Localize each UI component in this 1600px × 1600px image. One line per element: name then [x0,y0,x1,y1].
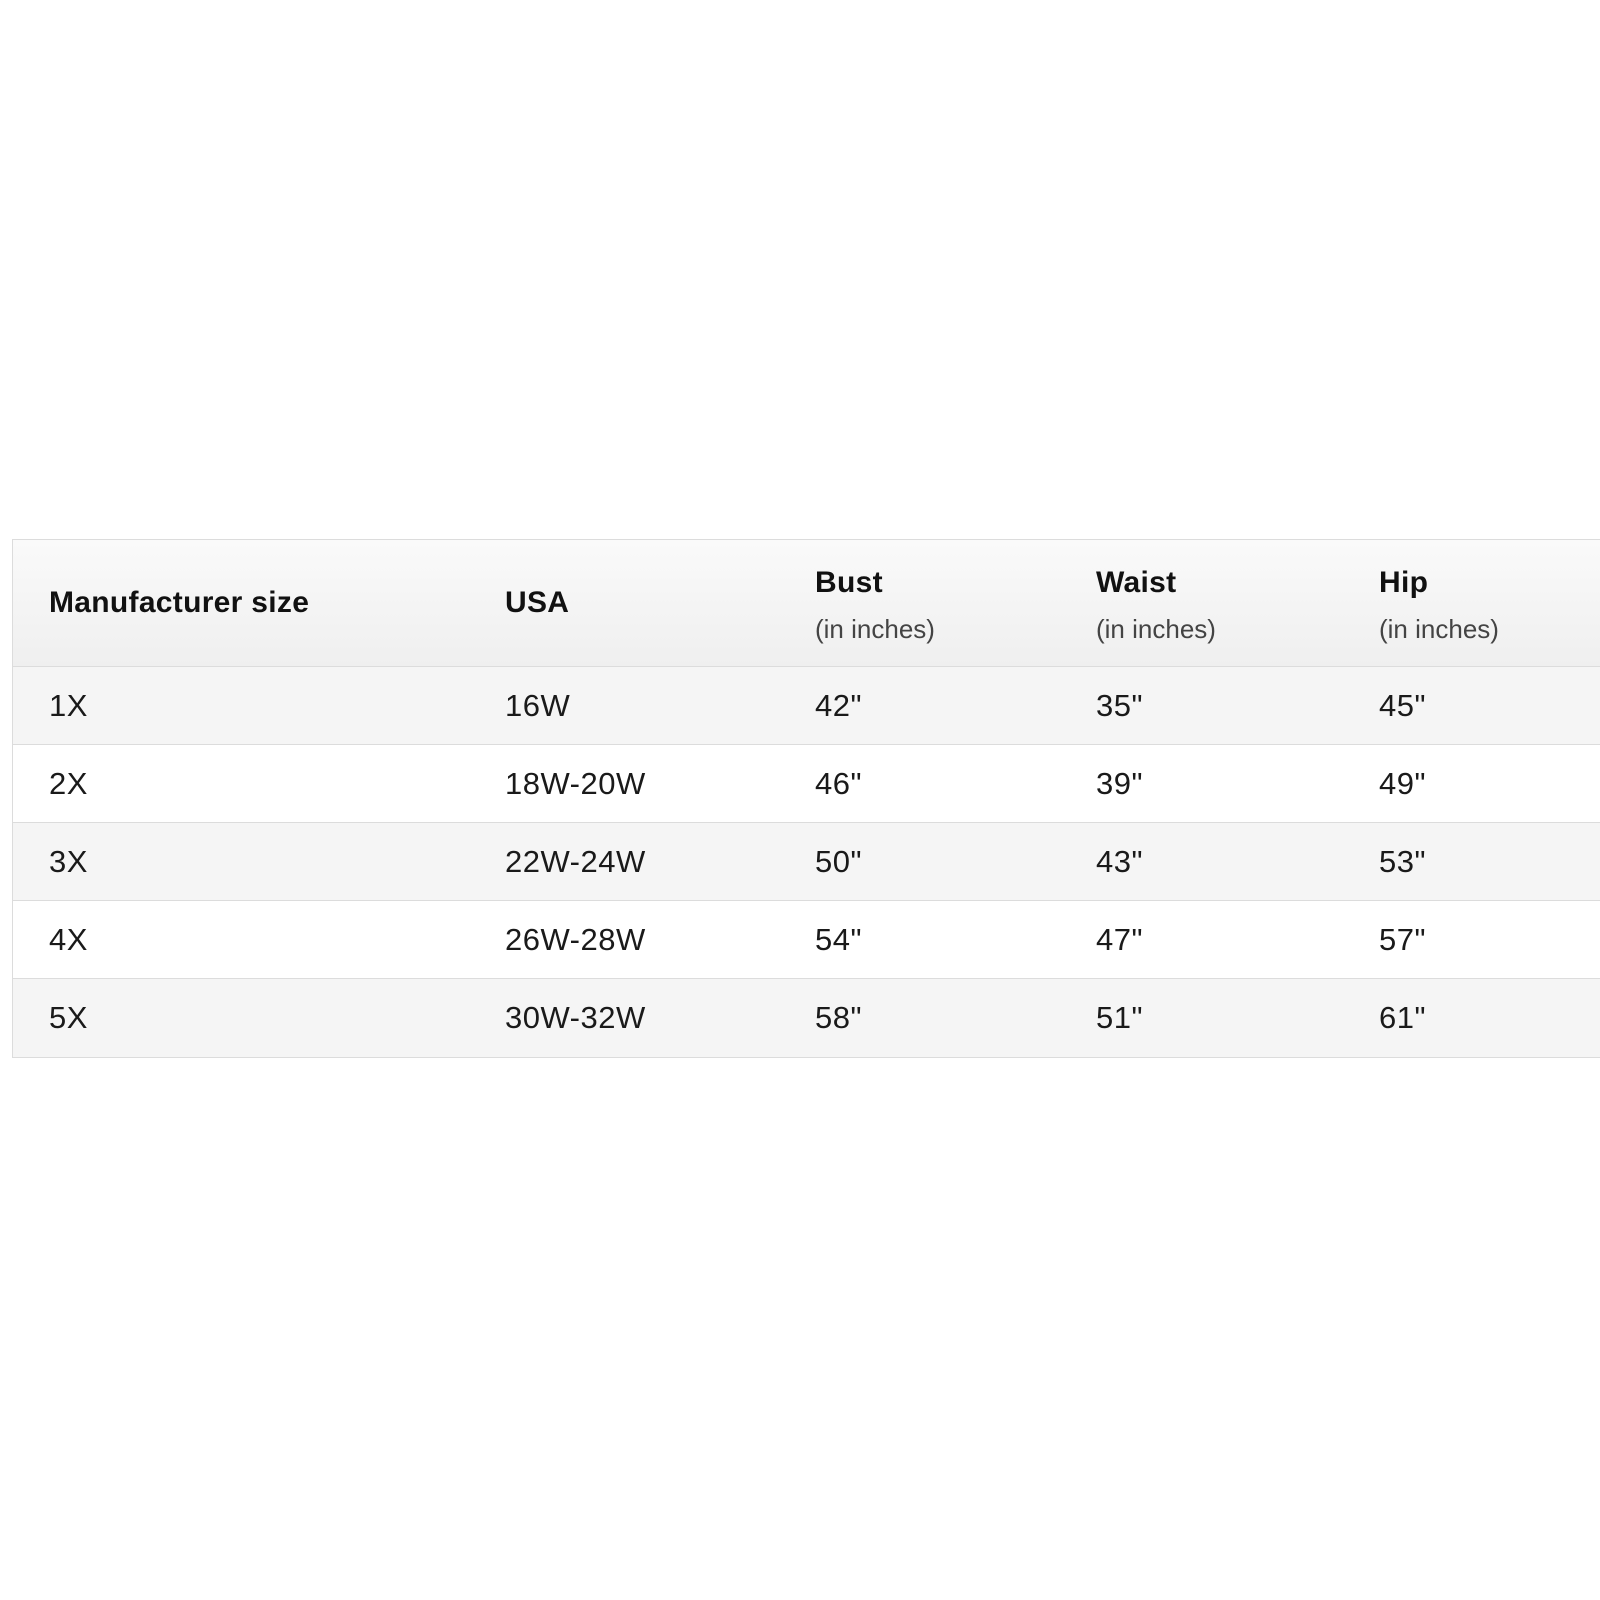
cell-waist: 51" [1096,1000,1143,1035]
cell-bust: 42" [815,687,862,723]
cell-usa: 16W [505,687,571,723]
cell-bust: 50" [815,843,862,879]
size-chart-table [12,539,1600,1058]
cell-usa: 18W-20W [505,765,646,801]
header-label: Hip [1379,565,1429,599]
table-row [13,901,1600,979]
header-label: USA [505,586,570,619]
table-row [13,745,1600,823]
header-bust [815,566,1096,645]
cell-manufacturer-size: 1X [49,687,88,723]
cell-waist: 47" [1096,921,1143,957]
header-unit: (in inches) [815,613,935,644]
cell-bust: 58" [815,1000,862,1035]
cell-hip: 57" [1379,921,1426,957]
table-header-row [13,540,1600,667]
header-unit: (in inches) [1096,613,1216,644]
cell-manufacturer-size: 3X [49,843,88,879]
cell-usa: 30W-32W [505,1000,646,1035]
table-row [13,667,1600,745]
header-label: Waist [1096,565,1177,599]
cell-hip: 53" [1379,843,1426,879]
header-label: Bust [815,565,883,599]
cell-hip: 61" [1379,1000,1426,1035]
cell-bust: 54" [815,921,862,957]
header-unit: (in inches) [1379,613,1499,644]
cell-bust: 46" [815,765,862,801]
table-row [13,823,1600,901]
header-label: Manufacturer size [49,586,310,619]
cell-usa: 26W-28W [505,921,646,957]
cell-waist: 39" [1096,765,1143,801]
cell-waist: 43" [1096,843,1143,879]
header-waist [1096,566,1379,645]
header-usa [505,586,815,620]
table-row [13,979,1600,1057]
cell-usa: 22W-24W [505,843,646,879]
header-hip [1379,566,1600,645]
cell-hip: 49" [1379,765,1426,801]
cell-manufacturer-size: 5X [49,1000,88,1035]
cell-manufacturer-size: 2X [49,765,88,801]
cell-waist: 35" [1096,687,1143,723]
header-manufacturer-size [13,586,505,620]
cell-manufacturer-size: 4X [49,921,88,957]
cell-hip: 45" [1379,687,1426,723]
